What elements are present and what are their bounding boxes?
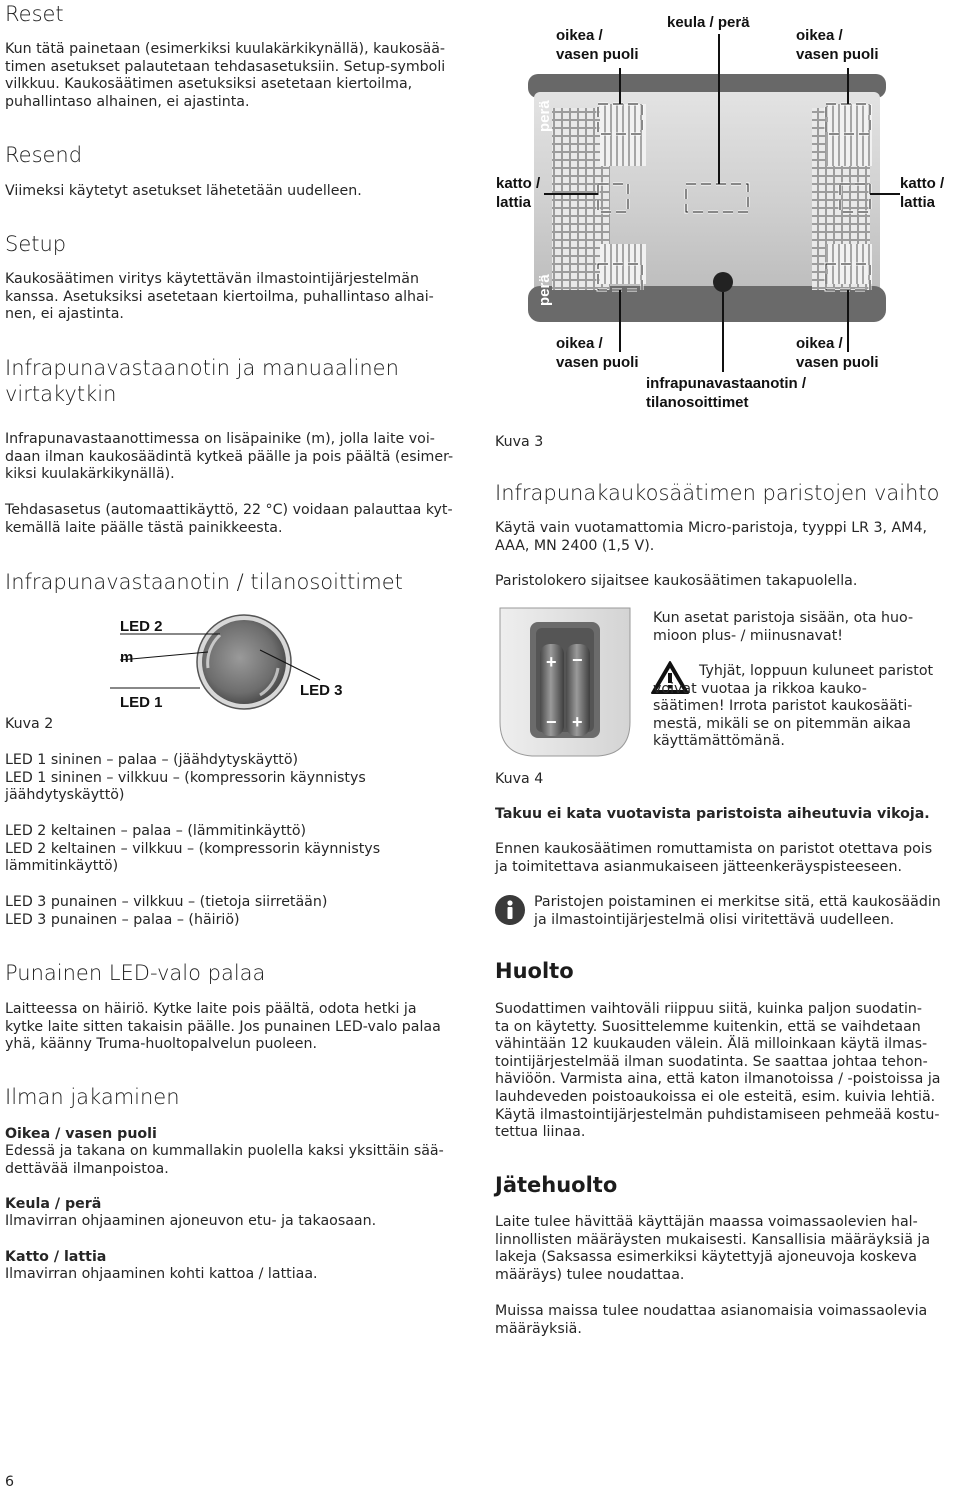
battery-leak-warning: Tyhjät, loppuun kuluneet paristot voivat vuotaa ja rikkoa kauko- säätimen! Irrota paristot kaukosääti- mestä, mikäli se on pitemmän aikaa käyttämättömänä. <box>653 663 934 750</box>
svg-text:−: − <box>546 712 557 732</box>
fig3-side-left-label: katto / lattia <box>496 175 541 211</box>
service-body: Suodattimen vaihtoväli riippuu siitä, kuinka paljon suodatin- ta on käytetty. Suosittelemme kuitenkin, että se vaihdetaan vähintään 12 kuukauden välein. Älä milloinkaan käytä ilmas- tointijärjestelmää ilman suodatinta. Se saattaa johtaa tehon- häviöön. Varmista aina, että katon ilmanotoissa / -poistoissa ja lauhdeveden poistoaukoissa ei ole esteitä, esim. kuivia lehtiä. Käytä ilmastointijärjestelmän puhdistamiseen pehmeää kostu- tettua liinaa. <box>495 1001 941 1141</box>
setup-body: Kaukosäätimen viritys käytettävän ilmastointijärjestelmän kanssa. Asetuksiksi asetetaan kiertoilma, puhallintaso alhai- nen, ei ajastinta. <box>5 271 434 323</box>
page-number: 6 <box>5 1474 15 1490</box>
warranty-note: Takuu ei kata vuotavista paristoista aiheutuvia vikoja. <box>495 806 930 822</box>
receiver-body-1: Infrapunavastaanottimessa on lisäpainike (m), jolla laite voi- daan ilman kaukosäädintä kytkeä päälle ja pois päältä (esimer- kiksi kuulakärkikynällä). <box>5 431 454 483</box>
led3-description: LED 3 punainen – vilkkuu – (tietoja siirretään) LED 3 punainen – palaa – (häiriö) <box>5 894 328 928</box>
fig3-bottom-right-label: oikea / vasen puoli <box>796 335 879 371</box>
figure-3-caption: Kuva 3 <box>495 434 544 450</box>
led1-label: LED 1 <box>120 694 163 711</box>
m-button-label: m <box>120 649 134 666</box>
svg-text:+: + <box>572 712 583 732</box>
figure-4-battery-compartment <box>494 604 636 762</box>
fig3-bottom-center-label: infrapunavastaanotin / tilanosoittimet <box>646 375 807 411</box>
waste-title: Jätehuolto <box>495 1173 618 1197</box>
batteries-body-1: Käytä vain vuotamattomia Micro-paristoja, tyyppi LR 3, AM4, AAA, MN 2400 (1,5 V). <box>495 520 928 554</box>
led2-label: LED 2 <box>120 618 163 635</box>
fig3-pera-bottom-label: perä <box>536 274 553 306</box>
air-side-body: Edessä ja takana on kummallakin puolella kaksi yksittäin sää- dettävää ilmanpoistoa. <box>5 1143 444 1177</box>
fig3-keula-bottom-label: keula <box>898 265 915 304</box>
figure-3-ac-unit <box>490 0 960 420</box>
receiver-title: Infrapunavastaanotin ja manuaalinen virtakytkin <box>5 356 399 406</box>
led2-description: LED 2 keltainen – palaa – (lämmitinkäyttö) LED 2 keltainen – vilkkuu – (kompressorin käynnistys lämmitinkäyttö) <box>5 823 381 875</box>
info-note: Paristojen poistaminen ei merkitse sitä, että kaukosäädin ja ilmastointijärjestelmä olisi viritettävä uudelleen. <box>534 894 941 928</box>
air-bow-stern-body: Ilmavirran ohjaaminen ajoneuvon etu- ja takaosaan. <box>5 1213 377 1229</box>
reset-title: Reset <box>5 2 64 26</box>
fig3-top-right-label: oikea / vasen puoli <box>796 27 879 63</box>
fig3-side-right-label: katto / lattia <box>900 175 945 211</box>
battery-compartment-illustration <box>494 604 636 762</box>
fig3-top-center-label: keula / perä <box>667 14 750 31</box>
waste-body-2: Muissa maissa tulee noudattaa asianomaisia voimassaolevia määräyksiä. <box>495 1303 928 1337</box>
resend-title: Resend <box>5 143 83 167</box>
fig3-top-left-label: oikea / vasen puoli <box>556 27 639 63</box>
svg-text:−: − <box>572 650 583 670</box>
air-ceiling-floor-heading: Katto / lattia <box>5 1249 107 1265</box>
info-icon <box>494 894 526 926</box>
reset-body: Kun tätä painetaan (esimerkiksi kuulakärkikynällä), kaukosää- timen asetukset palautetaan tehdasasetuksiin. Setup-symboli vilkkuu. Kaukosäätimen asetuksiksi asetetaan kiertoilma, puhallintaso alhainen, ei ajastinta. <box>5 41 446 110</box>
svg-text:+: + <box>546 652 557 672</box>
air-ceiling-floor-body: Ilmavirran ohjaaminen kohti kattoa / lattiaa. <box>5 1266 318 1282</box>
battery-disposal: Ennen kaukosäätimen romuttamista on paristot otettava pois ja toimitettava asianmukaiseen jätteenkeräyspisteeseen. <box>495 841 933 875</box>
receiver-body-2: Tehdasasetus (automaattikäyttö, 22 °C) voidaan palauttaa kyt- kemällä laite päälle tästä painikkeesta. <box>5 502 453 536</box>
led1-description: LED 1 sininen – palaa – (jäähdytyskäyttö) LED 1 sininen – vilkkuu – (kompressorin käynnistys jäähdytyskäyttö) <box>5 752 366 804</box>
figure-2-receiver <box>110 600 370 730</box>
air-distribution-title: Ilman jakaminen <box>5 1085 180 1109</box>
figure-2-caption: Kuva 2 <box>5 716 54 732</box>
battery-polarity-note: Kun asetat paristoja sisään, ota huo- mioon plus- / miinusnavat! <box>653 610 914 644</box>
air-bow-stern-heading: Keula / perä <box>5 1196 102 1212</box>
air-side-heading: Oikea / vasen puoli <box>5 1126 157 1142</box>
led3-label: LED 3 <box>300 682 343 699</box>
red-led-title: Punainen LED-valo palaa <box>5 961 266 985</box>
setup-title: Setup <box>5 232 67 256</box>
indicators-title: Infrapunavastaanotin / tilanosoittimet <box>5 570 403 594</box>
fig3-pera-top-label: perä <box>536 100 553 132</box>
fig3-bottom-left-label: oikea / vasen puoli <box>556 335 639 371</box>
red-led-body: Laitteessa on häiriö. Kytke laite pois päältä, odota hetki ja kytke laite sitten takaisin päälle. Jos punainen LED-valo palaa yhä, käänny Truma-huoltopalvelun puoleen. <box>5 1001 441 1053</box>
resend-body: Viimeksi käytetyt asetukset lähetetään uudelleen. <box>5 183 362 199</box>
batteries-title: Infrapunakaukosäätimen paristojen vaihto <box>495 481 940 505</box>
figure-4-caption: Kuva 4 <box>495 771 544 787</box>
fig3-keula-top-label: keula <box>898 91 915 130</box>
batteries-body-2: Paristolokero sijaitsee kaukosäätimen takapuolella. <box>495 573 858 589</box>
service-title: Huolto <box>495 959 574 983</box>
waste-body-1: Laite tulee hävittää käyttäjän maassa voimassaolevien hal- linnollisten määräysten mukaisesti. Kansallisia määräyksiä ja lakeja (Saksassa esimerkiksi käytettyjä ajoneuvoja koskeva määräys) tulee noudattaa. <box>495 1214 931 1283</box>
